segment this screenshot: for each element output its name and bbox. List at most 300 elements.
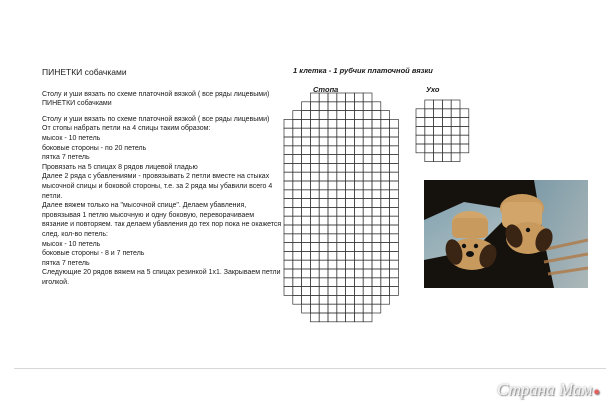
foot-grid-cell bbox=[372, 234, 381, 243]
foot-grid-cell bbox=[328, 207, 337, 216]
foot-grid-cell bbox=[302, 295, 311, 304]
foot-grid-cell bbox=[372, 251, 381, 260]
foot-grid-cell bbox=[302, 146, 311, 155]
foot-grid-cell bbox=[293, 207, 302, 216]
foot-grid-cell bbox=[302, 234, 311, 243]
foot-grid-cell bbox=[381, 269, 390, 278]
foot-grid-cell bbox=[328, 181, 337, 190]
foot-grid-cell bbox=[354, 199, 363, 208]
foot-grid-cell bbox=[319, 216, 328, 225]
foot-grid-cell bbox=[381, 163, 390, 172]
ear-grid-cell bbox=[434, 118, 443, 127]
foot-grid-cell bbox=[346, 128, 355, 137]
foot-grid-cell bbox=[346, 234, 355, 243]
foot-grid-cell bbox=[337, 137, 346, 146]
foot-grid-cell bbox=[372, 163, 381, 172]
foot-grid-cell bbox=[390, 251, 399, 260]
foot-grid-cell bbox=[381, 199, 390, 208]
foot-grid-cell bbox=[363, 278, 372, 287]
foot-grid-cell bbox=[372, 102, 381, 111]
ear-grid-cell bbox=[460, 135, 469, 144]
foot-grid-cell bbox=[337, 287, 346, 296]
foot-grid-cell bbox=[328, 278, 337, 287]
foot-grid-cell bbox=[293, 295, 302, 304]
foot-grid-cell bbox=[354, 128, 363, 137]
foot-grid-cell bbox=[328, 225, 337, 234]
foot-grid-cell bbox=[310, 216, 319, 225]
foot-grid-cell bbox=[293, 163, 302, 172]
foot-grid-cell bbox=[328, 163, 337, 172]
foot-grid-cell bbox=[337, 216, 346, 225]
foot-grid-cell bbox=[354, 225, 363, 234]
ear-grid-cell bbox=[451, 126, 460, 135]
foot-grid-cell bbox=[328, 172, 337, 181]
foot-grid-cell bbox=[354, 119, 363, 128]
foot-grid-cell bbox=[346, 190, 355, 199]
ear-grid-cell bbox=[460, 118, 469, 127]
foot-grid-cell bbox=[372, 190, 381, 199]
foot-grid-cell bbox=[319, 304, 328, 313]
foot-grid-cell bbox=[354, 155, 363, 164]
para-10: Далее вяжем только на "мысочной спице". Делаем убавления, провязывая 1 петлю мысочную и одну боковую, переворачиваем вязание и повторяем. так делаем убавления до тех пор пока не окажется след. кол-во петель: bbox=[42, 202, 282, 238]
foot-grid-cell bbox=[390, 216, 399, 225]
foot-grid-cell bbox=[328, 119, 337, 128]
para-14: Следующие 20 рядов вяжем на 5 спицах резинкой 1х1. Закрываем петли иголкой. bbox=[42, 269, 281, 286]
foot-grid-cell bbox=[363, 313, 372, 322]
ear-grid-cell bbox=[416, 135, 425, 144]
foot-grid-cell bbox=[346, 146, 355, 155]
foot-grid-cell bbox=[319, 146, 328, 155]
foot-grid-cell bbox=[302, 119, 311, 128]
foot-grid-cell bbox=[310, 313, 319, 322]
ear-grid-cell bbox=[442, 100, 451, 109]
foot-grid-cell bbox=[346, 278, 355, 287]
foot-grid-cell bbox=[302, 181, 311, 190]
foot-grid-cell bbox=[363, 155, 372, 164]
foot-grid-cell bbox=[310, 155, 319, 164]
foot-grid-cell bbox=[328, 93, 337, 102]
foot-grid-cell bbox=[381, 287, 390, 296]
foot-grid-cell bbox=[337, 225, 346, 234]
foot-grid-cell bbox=[363, 269, 372, 278]
foot-grid-cell bbox=[390, 128, 399, 137]
foot-grid-cell bbox=[293, 199, 302, 208]
foot-grid-cell bbox=[302, 155, 311, 164]
foot-grid-cell bbox=[354, 190, 363, 199]
foot-grid-cell bbox=[302, 260, 311, 269]
ear-grid-cell bbox=[451, 100, 460, 109]
ear-grid-cell bbox=[451, 153, 460, 162]
foot-grid-cell bbox=[284, 207, 293, 216]
foot-grid-cell bbox=[346, 111, 355, 120]
foot-grid-cell bbox=[337, 181, 346, 190]
foot-grid-cell bbox=[284, 199, 293, 208]
foot-grid-cell bbox=[310, 278, 319, 287]
foot-grid-cell bbox=[390, 287, 399, 296]
foot-grid-cell bbox=[372, 295, 381, 304]
foot-grid-cell bbox=[381, 216, 390, 225]
foot-grid-cell bbox=[293, 260, 302, 269]
foot-grid-cell bbox=[372, 128, 381, 137]
foot-grid-cell bbox=[390, 181, 399, 190]
foot-grid-cell bbox=[354, 287, 363, 296]
foot-grid-cell bbox=[346, 181, 355, 190]
foot-grid-cell bbox=[284, 137, 293, 146]
foot-grid-cell bbox=[328, 313, 337, 322]
foot-grid-cell bbox=[310, 146, 319, 155]
foot-grid-cell bbox=[328, 146, 337, 155]
foot-grid-cell bbox=[381, 119, 390, 128]
foot-grid-cell bbox=[302, 128, 311, 137]
foot-grid-cell bbox=[390, 146, 399, 155]
foot-grid-cell bbox=[390, 119, 399, 128]
foot-grid-cell bbox=[319, 313, 328, 322]
ear-grid-cell bbox=[442, 126, 451, 135]
foot-grid-cell bbox=[390, 137, 399, 146]
foot-grid-cell bbox=[319, 269, 328, 278]
foot-grid-cell bbox=[363, 260, 372, 269]
foot-grid-cell bbox=[310, 269, 319, 278]
foot-grid-cell bbox=[372, 304, 381, 313]
foot-grid-cell bbox=[302, 207, 311, 216]
foot-grid-cell bbox=[381, 243, 390, 252]
foot-grid-cell bbox=[381, 146, 390, 155]
foot-grid-cell bbox=[284, 225, 293, 234]
foot-grid-cell bbox=[310, 137, 319, 146]
foot-grid-cell bbox=[372, 225, 381, 234]
ear-grid-cell bbox=[460, 126, 469, 135]
foot-grid-cell bbox=[302, 199, 311, 208]
foot-grid-cell bbox=[346, 155, 355, 164]
foot-grid-cell bbox=[363, 225, 372, 234]
foot-grid-cell bbox=[354, 216, 363, 225]
ear-grid-cell bbox=[434, 126, 443, 135]
foot-grid-cell bbox=[372, 155, 381, 164]
foot-grid-cell bbox=[302, 102, 311, 111]
foot-grid-cell bbox=[346, 102, 355, 111]
foot-grid-cell bbox=[328, 260, 337, 269]
foot-grid-cell bbox=[302, 190, 311, 199]
foot-grid-cell bbox=[310, 163, 319, 172]
foot-grid-cell bbox=[363, 207, 372, 216]
foot-grid-cell bbox=[302, 243, 311, 252]
foot-grid-cell bbox=[302, 225, 311, 234]
ear-grid-cell bbox=[460, 109, 469, 118]
foot-grid-cell bbox=[354, 243, 363, 252]
ear-label: Ухо bbox=[426, 85, 440, 94]
foot-grid-cell bbox=[319, 155, 328, 164]
foot-grid-cell bbox=[284, 146, 293, 155]
foot-grid-cell bbox=[310, 207, 319, 216]
para-11: мысок - 10 петель bbox=[42, 240, 101, 248]
foot-label: Стопа bbox=[313, 85, 339, 94]
foot-grid-cell bbox=[319, 172, 328, 181]
ear-grid-cell bbox=[425, 100, 434, 109]
foot-grid-cell bbox=[354, 146, 363, 155]
foot-grid-cell bbox=[381, 234, 390, 243]
foot-grid-cell bbox=[346, 163, 355, 172]
foot-grid-cell bbox=[381, 295, 390, 304]
foot-grid-cell bbox=[372, 287, 381, 296]
ear-grid-cell bbox=[434, 153, 443, 162]
foot-grid-cell bbox=[310, 111, 319, 120]
foot-grid-cell bbox=[346, 243, 355, 252]
foot-grid-cell bbox=[346, 119, 355, 128]
foot-grid-cell bbox=[354, 93, 363, 102]
foot-grid-cell bbox=[284, 243, 293, 252]
foot-grid-cell bbox=[302, 216, 311, 225]
foot-grid-cell bbox=[337, 102, 346, 111]
foot-grid-cell bbox=[363, 172, 372, 181]
foot-grid-cell bbox=[346, 216, 355, 225]
foot-grid-cell bbox=[346, 251, 355, 260]
foot-grid-cell bbox=[372, 260, 381, 269]
foot-grid-cell bbox=[354, 207, 363, 216]
foot-grid-cell bbox=[346, 199, 355, 208]
watermark-dot: ● bbox=[593, 386, 600, 398]
foot-grid-cell bbox=[337, 163, 346, 172]
foot-grid-cell bbox=[381, 111, 390, 120]
foot-grid-cell bbox=[363, 243, 372, 252]
foot-grid-cell bbox=[293, 128, 302, 137]
foot-grid-cell bbox=[293, 278, 302, 287]
foot-grid-cell bbox=[372, 137, 381, 146]
foot-grid-cell bbox=[372, 269, 381, 278]
foot-grid-cell bbox=[310, 260, 319, 269]
foot-grid-cell bbox=[337, 172, 346, 181]
ear-grid-cell bbox=[425, 153, 434, 162]
foot-grid-cell bbox=[390, 199, 399, 208]
foot-grid-cell bbox=[310, 304, 319, 313]
foot-grid-cell bbox=[284, 181, 293, 190]
foot-grid-cell bbox=[390, 278, 399, 287]
para-5: мысок - 10 петель bbox=[42, 134, 101, 142]
foot-grid-cell bbox=[363, 146, 372, 155]
foot-grid-cell bbox=[302, 304, 311, 313]
foot-grid-cell bbox=[381, 190, 390, 199]
foot-grid-cell bbox=[319, 260, 328, 269]
foot-grid-cell bbox=[372, 119, 381, 128]
foot-grid-cell bbox=[328, 111, 337, 120]
foot-grid-cell bbox=[381, 251, 390, 260]
foot-grid-cell bbox=[354, 137, 363, 146]
foot-grid-cell bbox=[372, 243, 381, 252]
foot-grid-cell bbox=[284, 269, 293, 278]
ear-grid-cell bbox=[451, 144, 460, 153]
foot-grid-cell bbox=[302, 251, 311, 260]
foot-grid-cell bbox=[310, 287, 319, 296]
foot-grid-cell bbox=[363, 111, 372, 120]
foot-grid-cell bbox=[328, 287, 337, 296]
foot-grid-cell bbox=[319, 251, 328, 260]
foot-grid-cell bbox=[390, 225, 399, 234]
foot-grid-cell bbox=[284, 190, 293, 199]
foot-grid-cell bbox=[319, 137, 328, 146]
foot-grid-cell bbox=[354, 251, 363, 260]
foot-grid-cell bbox=[337, 295, 346, 304]
foot-grid-cell bbox=[293, 243, 302, 252]
foot-grid-cell bbox=[337, 119, 346, 128]
foot-grid-cell bbox=[354, 181, 363, 190]
para-0: Столу и уши вязать по схеме платочной вязкой ( все ряды лицевыми) bbox=[42, 90, 270, 98]
foot-grid-cell bbox=[372, 278, 381, 287]
ear-grid-cell bbox=[442, 118, 451, 127]
foot-grid-cell bbox=[328, 199, 337, 208]
foot-grid-cell bbox=[381, 155, 390, 164]
foot-grid-cell bbox=[328, 155, 337, 164]
foot-grid-cell bbox=[390, 190, 399, 199]
foot-grid-cell bbox=[346, 287, 355, 296]
foot-grid-cell bbox=[293, 146, 302, 155]
foot-grid-cell bbox=[328, 243, 337, 252]
foot-grid-cell bbox=[284, 155, 293, 164]
foot-grid-cell bbox=[337, 190, 346, 199]
foot-grid-cell bbox=[346, 225, 355, 234]
foot-grid-cell bbox=[363, 295, 372, 304]
foot-grid-cell bbox=[319, 207, 328, 216]
foot-grid-cell bbox=[363, 137, 372, 146]
foot-grid-cell bbox=[284, 119, 293, 128]
foot-grid-cell bbox=[310, 128, 319, 137]
foot-grid-cell bbox=[337, 146, 346, 155]
foot-grid-cell bbox=[319, 243, 328, 252]
foot-grid-cell bbox=[293, 111, 302, 120]
foot-grid-cell bbox=[284, 287, 293, 296]
foot-grid-cell bbox=[381, 207, 390, 216]
foot-grid-cell bbox=[346, 137, 355, 146]
foot-grid-cell bbox=[354, 163, 363, 172]
foot-grid-cell bbox=[319, 181, 328, 190]
foot-grid-cell bbox=[328, 216, 337, 225]
foot-grid-cell bbox=[346, 172, 355, 181]
foot-grid-cell bbox=[310, 295, 319, 304]
para-1: ПИНЕТКИ собачками bbox=[42, 100, 112, 108]
foot-grid-cell bbox=[310, 102, 319, 111]
foot-grid-cell bbox=[310, 243, 319, 252]
foot-grid-cell bbox=[363, 304, 372, 313]
foot-grid-cell bbox=[310, 190, 319, 199]
foot-grid-cell bbox=[363, 181, 372, 190]
foot-grid-cell bbox=[302, 111, 311, 120]
para-6: боковые стороны - по 20 петель bbox=[42, 144, 147, 152]
foot-grid-cell bbox=[293, 172, 302, 181]
foot-grid-cell bbox=[310, 181, 319, 190]
foot-grid-cell bbox=[354, 313, 363, 322]
ear-grid-cell bbox=[442, 144, 451, 153]
foot-grid-cell bbox=[354, 172, 363, 181]
foot-grid-cell bbox=[363, 234, 372, 243]
foot-grid-cell bbox=[354, 278, 363, 287]
foot-grid-cell bbox=[363, 251, 372, 260]
foot-grid-cell bbox=[310, 172, 319, 181]
foot-grid-cell bbox=[390, 243, 399, 252]
foot-grid-cell bbox=[293, 119, 302, 128]
foot-grid-cell bbox=[328, 304, 337, 313]
foot-grid-cell bbox=[363, 287, 372, 296]
foot-grid-cell bbox=[381, 260, 390, 269]
foot-grid-cell bbox=[302, 287, 311, 296]
site-watermark bbox=[497, 380, 600, 400]
ear-grid-cell bbox=[451, 109, 460, 118]
foot-grid-cell bbox=[337, 234, 346, 243]
foot-grid-cell bbox=[293, 225, 302, 234]
foot-grid-cell bbox=[346, 207, 355, 216]
foot-grid-cell bbox=[328, 190, 337, 199]
pattern-title: ПИНЕТКИ собачками bbox=[42, 67, 127, 77]
foot-grid-cell bbox=[319, 234, 328, 243]
ear-grid-cell bbox=[434, 100, 443, 109]
booties-photo bbox=[424, 180, 588, 288]
para-8: Провязать на 5 спицах 8 рядов лицевой гладью bbox=[42, 163, 198, 171]
foot-grid-cell bbox=[354, 260, 363, 269]
ear-grid-cell bbox=[416, 126, 425, 135]
foot-grid-cell bbox=[337, 128, 346, 137]
foot-grid-cell bbox=[337, 304, 346, 313]
ear-grid-cell bbox=[416, 109, 425, 118]
foot-grid-cell bbox=[390, 260, 399, 269]
foot-grid-cell bbox=[284, 163, 293, 172]
foot-grid-cell bbox=[310, 234, 319, 243]
ear-grid-cell bbox=[416, 144, 425, 153]
ear-grid-cell bbox=[425, 135, 434, 144]
chart-caption: 1 клетка - 1 рубчик платочной вязки bbox=[293, 66, 433, 75]
foot-grid-cell bbox=[284, 216, 293, 225]
ear-grid-cell bbox=[442, 153, 451, 162]
foot-grid-cell bbox=[302, 278, 311, 287]
para-3: Столу и уши вязать по схеме платочной вязкой ( все ряды лицевыми) bbox=[42, 115, 270, 123]
foot-grid-cell bbox=[381, 278, 390, 287]
foot-grid-cell bbox=[372, 216, 381, 225]
foot-grid-cell bbox=[319, 128, 328, 137]
foot-grid-cell bbox=[337, 251, 346, 260]
foot-grid-cell bbox=[372, 172, 381, 181]
foot-grid-cell bbox=[337, 269, 346, 278]
foot-grid-cell bbox=[319, 287, 328, 296]
foot-grid-cell bbox=[284, 172, 293, 181]
ear-grid-cell bbox=[460, 144, 469, 153]
foot-grid-cell bbox=[346, 313, 355, 322]
foot-grid-cell bbox=[363, 163, 372, 172]
foot-grid-cell bbox=[390, 172, 399, 181]
foot-grid-cell bbox=[328, 234, 337, 243]
foot-grid-cell bbox=[302, 137, 311, 146]
foot-grid-cell bbox=[390, 155, 399, 164]
ear-grid-cell bbox=[434, 135, 443, 144]
foot-grid-cell bbox=[319, 199, 328, 208]
foot-grid-cell bbox=[319, 102, 328, 111]
foot-grid-cell bbox=[354, 234, 363, 243]
foot-grid-cell bbox=[328, 137, 337, 146]
foot-grid-cell bbox=[337, 199, 346, 208]
foot-grid-cell bbox=[354, 304, 363, 313]
foot-grid-cell bbox=[328, 102, 337, 111]
foot-grid-cell bbox=[390, 207, 399, 216]
foot-grid-cell bbox=[310, 119, 319, 128]
foot-grid bbox=[284, 93, 398, 322]
knitted-booties-photo-icon bbox=[424, 180, 588, 288]
foot-grid-cell bbox=[310, 93, 319, 102]
foot-grid-cell bbox=[381, 137, 390, 146]
para-12: боковые стороны - 8 и 7 петель bbox=[42, 250, 145, 258]
foot-grid-cell bbox=[372, 207, 381, 216]
foot-grid-cell bbox=[363, 102, 372, 111]
foot-grid-cell bbox=[337, 207, 346, 216]
foot-grid-cell bbox=[302, 269, 311, 278]
ear-grid-cell bbox=[451, 118, 460, 127]
foot-grid-cell bbox=[284, 278, 293, 287]
foot-grid-cell bbox=[284, 234, 293, 243]
foot-grid-cell bbox=[310, 225, 319, 234]
